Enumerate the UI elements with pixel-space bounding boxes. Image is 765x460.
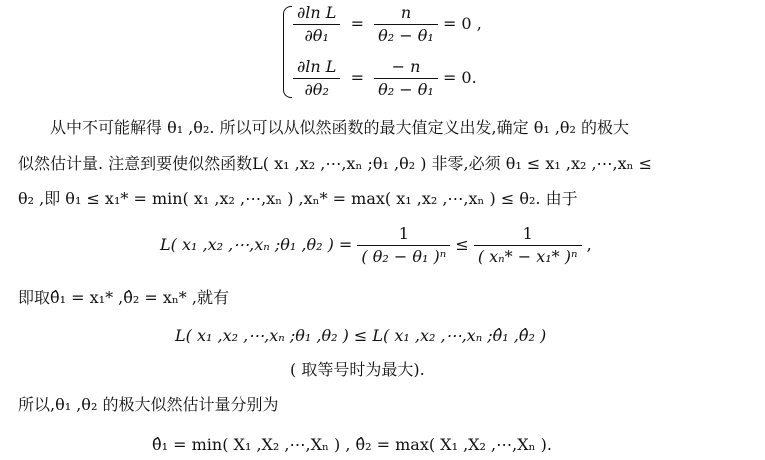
eq2-equals: = [345,68,370,87]
eq1-rhs-num: n [374,2,438,25]
equation-1 [293,2,482,47]
eq2-rhs-fraction [374,56,438,101]
ineq-fraction-2 [474,223,582,268]
eq1-lhs-fraction [293,2,340,47]
eq1-lhs-den: ∂θ₁ [304,26,329,45]
paragraph-line-1: 从中不可能解得 θ₁ ,θ₂. 所以可以从似然函数的最大值定义出发,确定 θ₁ ,θ₂ 的极大 [50,118,630,137]
ineq-f1-den: ( θ₂ − θ₁ )ⁿ [361,247,447,266]
eq2-lhs-num: ∂ln L [293,56,340,79]
conclusion-line: 所以,θ₁ ,θ₂ 的极大似然估计量分别为 [18,395,279,414]
eq2-lhs-fraction [293,56,340,101]
ineq-relation: ≤ [455,235,469,254]
paragraph-line-3: θ₂ ,即 θ₁ ≤ x₁* = min( x₁ ,x₂ ,⋯,xₙ ) ,xₙ* = max( x₁ ,x₂ ,⋯,xₙ ) ≤ θ₂. 由于 [18,189,578,208]
eq2-tail: = 0. [442,68,477,87]
ineq-f2-den: ( xₙ* − x₁* )ⁿ [477,247,578,266]
mle-result: θ̂₁ = min( X₁ ,X₂ ,⋯,Xₙ ) , θ̂₂ = max( X₁ ,X₂ ,⋯,Xₙ ). [152,435,552,454]
eq1-equals: = [345,14,370,33]
ineq-lhs: L( x₁ ,x₂ ,⋯,xₙ ;θ₁ ,θ₂ ) = [160,235,353,254]
eq1-rhs-fraction [374,2,438,47]
ineq-fraction-1 [357,223,450,268]
likelihood-max-inequality: L( x₁ ,x₂ ,⋯,xₙ ;θ₁ ,θ₂ ) ≤ L( x₁ ,x₂ ,⋯,xₙ ;θ̂₁ ,θ̂₂ ) [175,326,547,345]
ineq-f1-num: 1 [357,223,450,246]
eq2-lhs-den: ∂θ₂ [304,80,329,99]
paragraph-line-2: 似然估计量. 注意到要使似然函数L( x₁ ,x₂ ,⋯,xₙ ;θ₁ ,θ₂ ) 非零,必须 θ₁ ≤ x₁ ,x₂ ,⋯,xₙ ≤ [18,154,653,173]
take-estimate-line: 即取θ̂₁ = x₁* ,θ̂₂ = xₙ* ,就有 [18,288,229,307]
likelihood-inequality [160,223,592,268]
ineq-tail: , [586,235,592,254]
equality-note: ( 取等号时为最大). [290,360,425,379]
eq1-rhs-den: θ₂ − θ₁ [378,26,434,45]
eq2-rhs-den: θ₂ − θ₁ [378,80,434,99]
eq1-tail: = 0 , [442,14,482,33]
eq2-rhs-num: − n [374,56,438,79]
eq1-lhs-num: ∂ln L [293,2,340,25]
equation-2 [293,56,477,101]
ineq-f2-num: 1 [474,223,582,246]
system-brace [283,6,292,98]
